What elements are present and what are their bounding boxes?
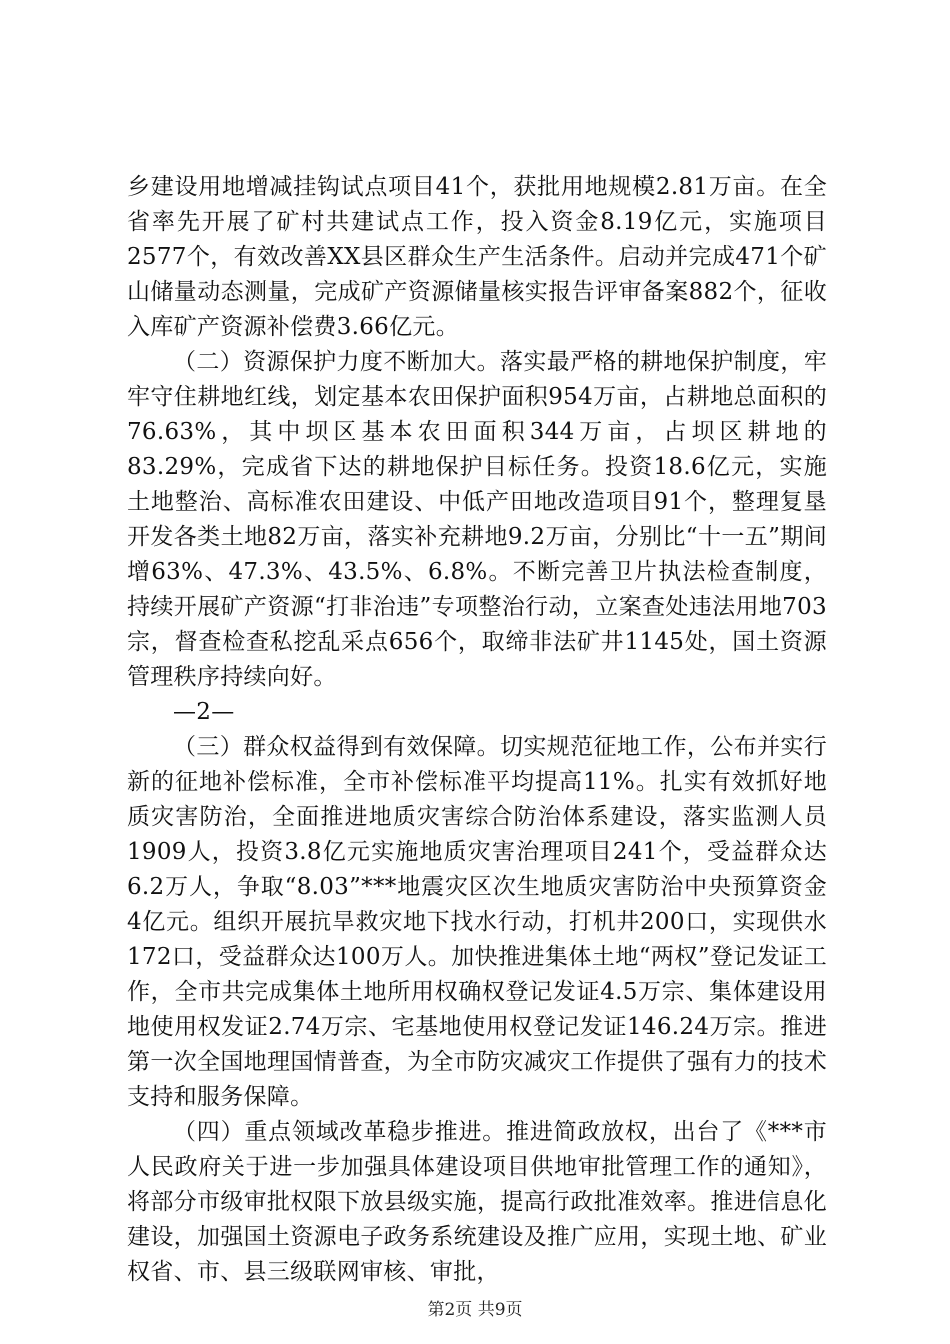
inline-page-marker: —2— bbox=[173, 699, 235, 725]
paragraph-public-rights: （三）群众权益得到有效保障。切实规范征地工作，公布并实行新的征地补偿标准，全市补偿标准平均提高11%。扎实有效抓好地质灾害防治，全面推进地质灾害综合防治体系建设，落实监测人员1909人，投资3.8亿元实施地质灾害治理项目241个，受益群众达6.2万人，争取“8.03”***地震灾区次生地质灾害防治中央预算资金4亿元。组织开展抗旱救灾地下找水行动，打机井200口，实现供水172口，受益群众达100万人。加快推进集体土地“两权”登记发证工作，全市共完成集体土地所用权确权登记发证4.5万宗、集体建设用地使用权发证2.74万宗、宅基地使用权登记发证146.24万宗。推进第一次全国地理国情普查，为全市防灾减灾工作提供了强有力的技术支持和服务保障。 bbox=[127, 734, 827, 1110]
document-body bbox=[127, 170, 827, 1290]
paragraph-reform: （四）重点领域改革稳步推进。推进简政放权，出台了《***市人民政府关于进一步加强具体建设项目供地审批管理工作的通知》，将部分市级审批权限下放县级实施，提高行政批准效率。推进信息化建设，加强国土资源电子政务系统建设及推广应用，实现土地、矿业权省、市、县三级联网审核、审批， bbox=[127, 1119, 827, 1285]
page-footer: 第2页 共9页 bbox=[427, 1300, 523, 1320]
paragraph-continuation: 乡建设用地增减挂钩试点项目41个，获批用地规模2.81万亩。在全省率先开展了矿村共建试点工作，投入资金8.19亿元，实施项目2577个，有效改善XX县区群众生产生活条件。启动并完成471个矿山储量动态测量，完成矿产资源储量核实报告评审备案882个，征收入库矿产资源补偿费3.66亿元。 bbox=[127, 174, 827, 340]
paragraph-resource-protection: （二）资源保护力度不断加大。落实最严格的耕地保护制度，牢牢守住耕地红线，划定基本农田保护面积954万亩，占耕地总面积的76.63%，其中坝区基本农田面积344万亩，占坝区耕地的83.29%，完成省下达的耕地保护目标任务。投资18.6亿元，实施土地整治、高标准农田建设、中低产田地改造项目91个，整理复垦开发各类土地82万亩，落实补充耕地9.2万亩，分别比“十一五”期间增63%、47.3%、43.5%、6.8%。不断完善卫片执法检查制度，持续开展矿产资源“打非治违”专项整治行动，立案查处违法用地703宗，督查检查私挖乱采点656个，取缔非法矿井1145处，国土资源管理秩序持续向好。 bbox=[127, 349, 827, 690]
